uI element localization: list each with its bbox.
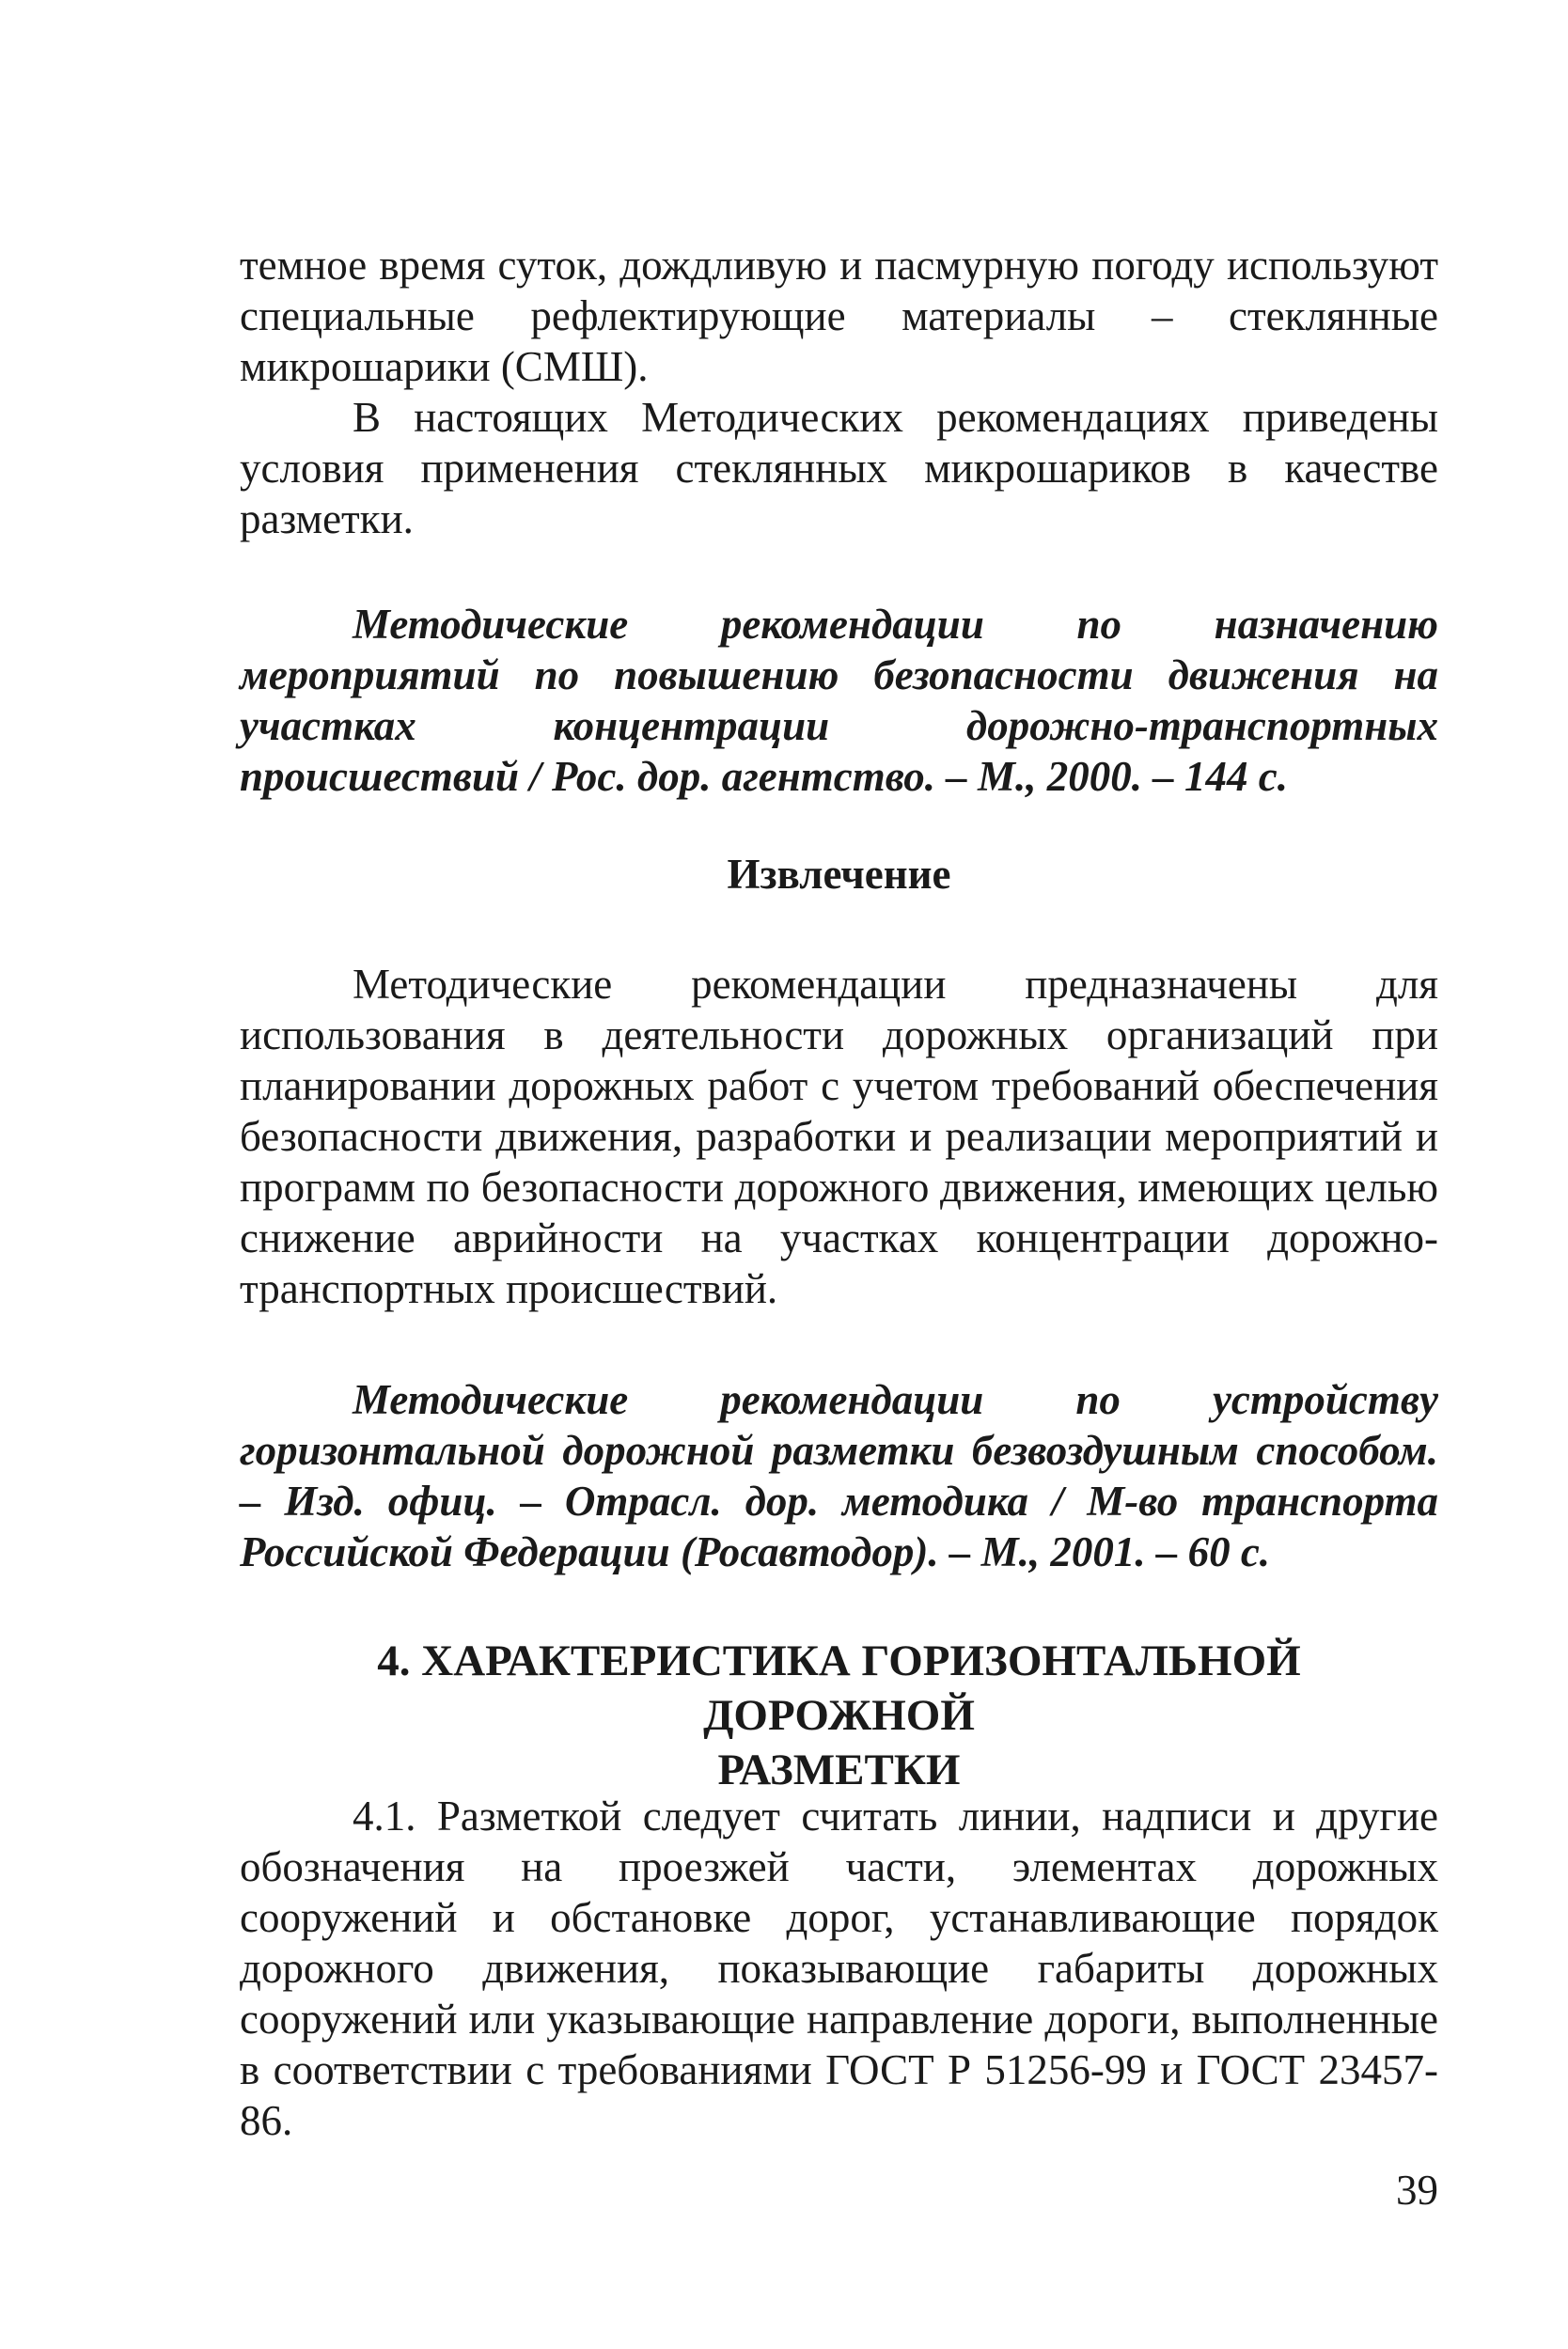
intro-continued-paragraph: темное время суток, дождливую и пасмурную погоду используют специальные рефлектирующие материалы – стеклянные микрошарики (СМШ). — [240, 242, 1438, 390]
section-heading-line-1: 4. ХАРАКТЕРИСТИКА ГОРИЗОНТАЛЬНОЙ ДОРОЖНОЙ — [377, 1636, 1301, 1740]
section-heading-line-2: РАЗМЕТКИ — [717, 1746, 961, 1794]
bibliographic-reference-2: Методические рекомендации по устройству горизонтальной дорожной разметки безвоздушным способом. – Изд. офиц. – Отрасл. дор. методика / М-во транспорта Российской Федерации (Росавтодор). – М., 2001. – 60 с. — [240, 1376, 1438, 1575]
section-heading — [240, 1634, 1438, 1797]
bibliographic-reference-1: Методические рекомендации по назначению мероприятий по повышению безопасности движения на участках концентрации дорожно-транспортных происшествий / Рос. дор. агентство. – М., 2000. – 144 с. — [240, 601, 1438, 800]
page-number: 39 — [1396, 2167, 1438, 2214]
intro-paragraph: В настоящих Методических рекомендациях приведены условия применения стеклянных микрошариков в качестве разметки. — [240, 394, 1438, 542]
extract-heading: Извлечение — [727, 851, 951, 898]
extract-paragraph: Методические рекомендации предназначены для использования в деятельности дорожных организаций при планировании дорожных работ с учетом требований обеспечения безопасности движения, разработки и реализации мероприятий и программ по безопасности дорожного движения, имеющих целью снижение аврийности на участках концентрации дорожно-транспортных происшествий. — [240, 961, 1438, 1312]
paragraph-4-1: 4.1. Разметкой следует считать линии, надписи и другие обозначения на проезжей части, элементах дорожных сооружений и обстановке дорог, устанавливающие порядок дорожного движения, показывающие габариты дорожных сооружений или указывающие направление дороги, выполненные в соответствии с требованиями ГОСТ Р 51256-99 и ГОСТ 23457-86. — [240, 1793, 1438, 2144]
